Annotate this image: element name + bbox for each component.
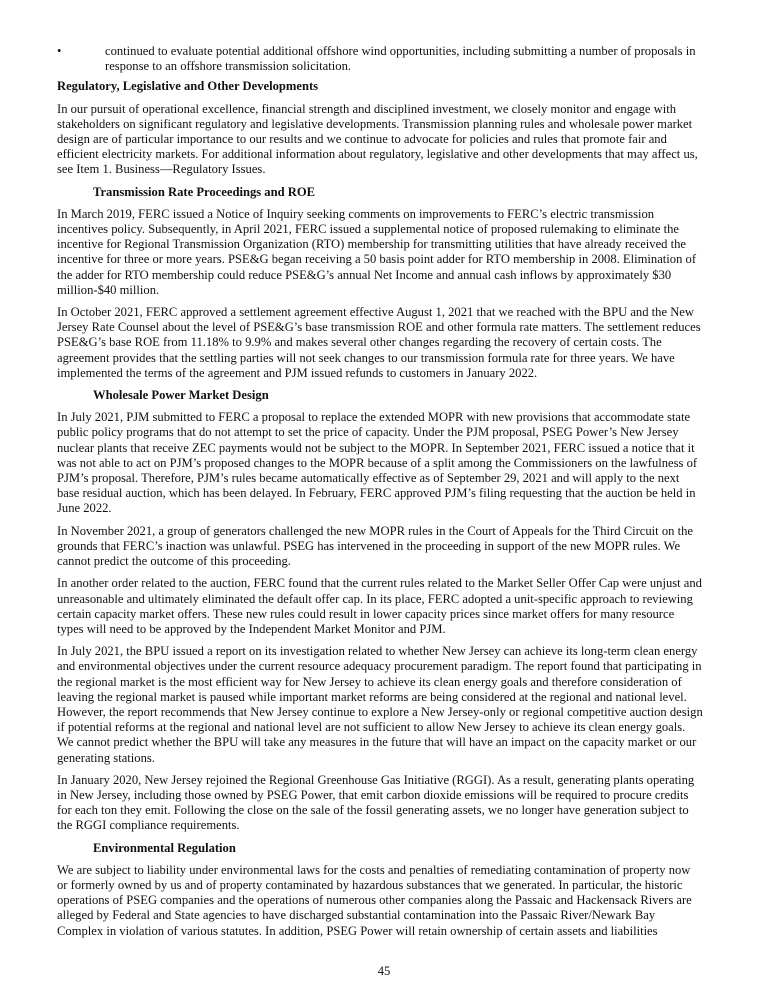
paragraph xyxy=(57,102,717,178)
paragraph-line: incentive for Regional Transmission Organization (RTO) membership for transmitting utilities that have already received the xyxy=(57,237,687,252)
paragraph-line: design are of particular importance to our results and we continue to advocate for policies and rules that promote fair and xyxy=(57,132,667,147)
paragraph-line: operations of PSEG companies and the operations of numerous other companies along the Passaic and Hackensack Rivers are xyxy=(57,893,692,908)
paragraph-line: if potential reforms at the regional and national level are not sufficient to allow New Jersey to achieve its clean energy goals. xyxy=(57,720,686,735)
paragraph-line: PJM’s proposal. Therefore, PJM’s rules became automatically effective as of September 29, 2021 and will apply to the next xyxy=(57,471,680,486)
paragraph-line: or formerly owned by us and of property contaminated by hazardous substances that we generated. In particular, the historic xyxy=(57,877,683,892)
paragraph-line: Jersey Rate Counsel about the level of PSE&G’s base transmission ROE and other formula rate matters. The settlement reduces xyxy=(57,320,701,335)
paragraph xyxy=(57,773,717,834)
paragraph-line: implemented the terms of the agreement and PJM issued refunds to customers in January 2022. xyxy=(57,365,538,380)
paragraph-line: Complex in violation of various statutes. In addition, PSEG Power will retain ownership of certain assets and liabilities xyxy=(57,923,658,938)
paragraph-line: In November 2021, a group of generators challenged the new MOPR rules in the Court of Appeals for the Third Circuit on the xyxy=(57,523,693,538)
paragraph-line: grounds that FERC’s inaction was unlawful. PSEG has intervened in the proceeding in support of the new MOPR rules. We xyxy=(57,538,681,553)
section-heading: Environmental Regulation xyxy=(93,840,236,855)
sections xyxy=(57,79,717,938)
page-number: 45 xyxy=(377,964,391,978)
paragraph-line: PSE&G’s base ROE from 11.18% to 9.9% and makes several other changes regarding the recovery of certain costs. The xyxy=(57,335,662,350)
paragraph-line: agreement provides that the settling parties will not seek changes to our transmission formula rate for three years. We have xyxy=(57,350,675,365)
paragraph-line: alleged by Federal and State agencies to have discharged substantial contamination into the Passaic River/Newark Bay xyxy=(57,908,656,923)
section-heading: Regulatory, Legislative and Other Developments xyxy=(57,79,319,94)
paragraph-line: types will need to be approved by the Independent Market Monitor and PJM. xyxy=(57,621,446,636)
paragraph-line: the adder for RTO membership could reduce PSE&G’s annual Net Income and annual cash inflows by approximately $30 xyxy=(57,267,672,282)
paragraph-line: incentives policy. Subsequently, in April 2021, FERC issued a supplemental notice of proposed rulemaking to eliminate the xyxy=(57,222,679,237)
paragraph-line: In January 2020, New Jersey rejoined the Regional Greenhouse Gas Initiative (RGGI). As a result, generating plants operating xyxy=(57,772,695,787)
paragraph xyxy=(57,863,717,939)
paragraph-line: nuclear plants that receive ZEC payments would not be subject to the MOPR. In September 2021, FERC issued a notice that it xyxy=(57,440,695,455)
paragraph-line: stakeholders on significant regulatory and legislative developments. Transmission planning rules and wholesale power market xyxy=(57,116,693,131)
paragraph-line: and environmental objectives under the current resource adequacy procurement paradigm. The report found that participating in xyxy=(57,659,702,674)
paragraph-line: In October 2021, FERC approved a settlement agreement effective August 1, 2021 that we reached with the BPU and the New xyxy=(57,305,694,320)
paragraph-line: see Item 1. Business—Regulatory Issues. xyxy=(57,162,266,177)
paragraph-line: cannot predict the outcome of this proceeding. xyxy=(57,554,291,569)
paragraph-line: certain capacity market offers. These new rules could result in lower capacity prices since market offers for many resource xyxy=(57,606,675,621)
paragraph-line: the regional market is the most efficient way for New Jersey to achieve its clean energy goals and therefore consideration of xyxy=(57,674,682,689)
paragraph-line: generating stations. xyxy=(57,750,155,765)
document-page xyxy=(57,44,717,946)
bullet-icon: • xyxy=(57,44,62,58)
paragraph-line: incentive for three or more years. PSE&G began receiving a 50 basis point adder for RTO membership in 2008. Elimination of xyxy=(57,252,697,267)
paragraph-line: In another order related to the auction, FERC found that the current rules related to the Market Seller Offer Cap were unjust and xyxy=(57,576,702,591)
paragraph-line: We cannot predict whether the BPU will take any measures in the future that will have an impact on the capacity market or our xyxy=(57,735,697,750)
paragraph-line: In July 2021, PJM submitted to FERC a proposal to replace the extended MOPR with new provisions that accommodate state xyxy=(57,410,691,425)
section-heading: Transmission Rate Proceedings and ROE xyxy=(93,184,316,199)
paragraph xyxy=(57,644,717,766)
paragraph-line: We are subject to liability under environmental laws for the costs and penalties of remediating contamination of property now xyxy=(57,862,691,877)
paragraph-line: million-$40 million. xyxy=(57,282,160,297)
bullet-line: response to an offshore transmission solicitation. xyxy=(105,59,352,74)
paragraph-line: June 2022. xyxy=(57,501,112,516)
paragraph-line: efficient electricity markets. For additional information about regulatory, legislative and other developments that may affect us, xyxy=(57,147,698,162)
paragraph-line: In March 2019, FERC issued a Notice of Inquiry seeking comments on improvements to FERC’s electric transmission xyxy=(57,206,655,221)
paragraph-line: In our pursuit of operational excellence, financial strength and disciplined investment, we closely monitor and engage with xyxy=(57,101,677,116)
paragraph-line: for each ton they emit. Following the close on the sale of the fossil generating assets, we no longer have generation subject to xyxy=(57,803,689,818)
paragraph-line: In July 2021, the BPU issued a report on its investigation related to whether New Jersey can achieve its long-term clean energy xyxy=(57,644,698,659)
bullet-line: continued to evaluate potential additional offshore wind opportunities, including submitting a number of proposals in xyxy=(105,44,696,58)
paragraph-line: the RGGI compliance requirements. xyxy=(57,818,240,833)
paragraph-line: unreasonable and ultimately eliminated the default offer cap. In its place, FERC adopted a unit-specific approach to reviewing xyxy=(57,591,693,606)
paragraph-line: in New Jersey, including those owned by PSEG Power, that emit carbon dioxide emissions will be required to procure credits xyxy=(57,787,689,802)
paragraph xyxy=(57,305,717,381)
paragraph-line: was not able to act on PJM’s proposed changes to the MOPR because of a split among the Commissioners on the lawfulness of xyxy=(57,455,698,470)
paragraph xyxy=(57,524,717,570)
section-heading: Wholesale Power Market Design xyxy=(93,388,269,403)
bullet-item xyxy=(57,44,717,74)
paragraph xyxy=(57,207,717,298)
paragraph-line: leaving the regional market is paused while important market reforms are being considered at the regional and national level. xyxy=(57,689,687,704)
paragraph-line: base residual auction, which has been delayed. In February, FERC approved PJM’s filing requesting that the auction be held in xyxy=(57,486,696,501)
paragraph xyxy=(57,410,717,516)
paragraph-line: However, the report recommends that New Jersey continue to explore a New Jersey-only or regional competitive auction design xyxy=(57,704,703,719)
paragraph-line: public policy programs that do not attempt to set the price of capacity. Under the PJM proposal, PSEG Power’s New Jersey xyxy=(57,425,679,440)
paragraph xyxy=(57,576,717,637)
